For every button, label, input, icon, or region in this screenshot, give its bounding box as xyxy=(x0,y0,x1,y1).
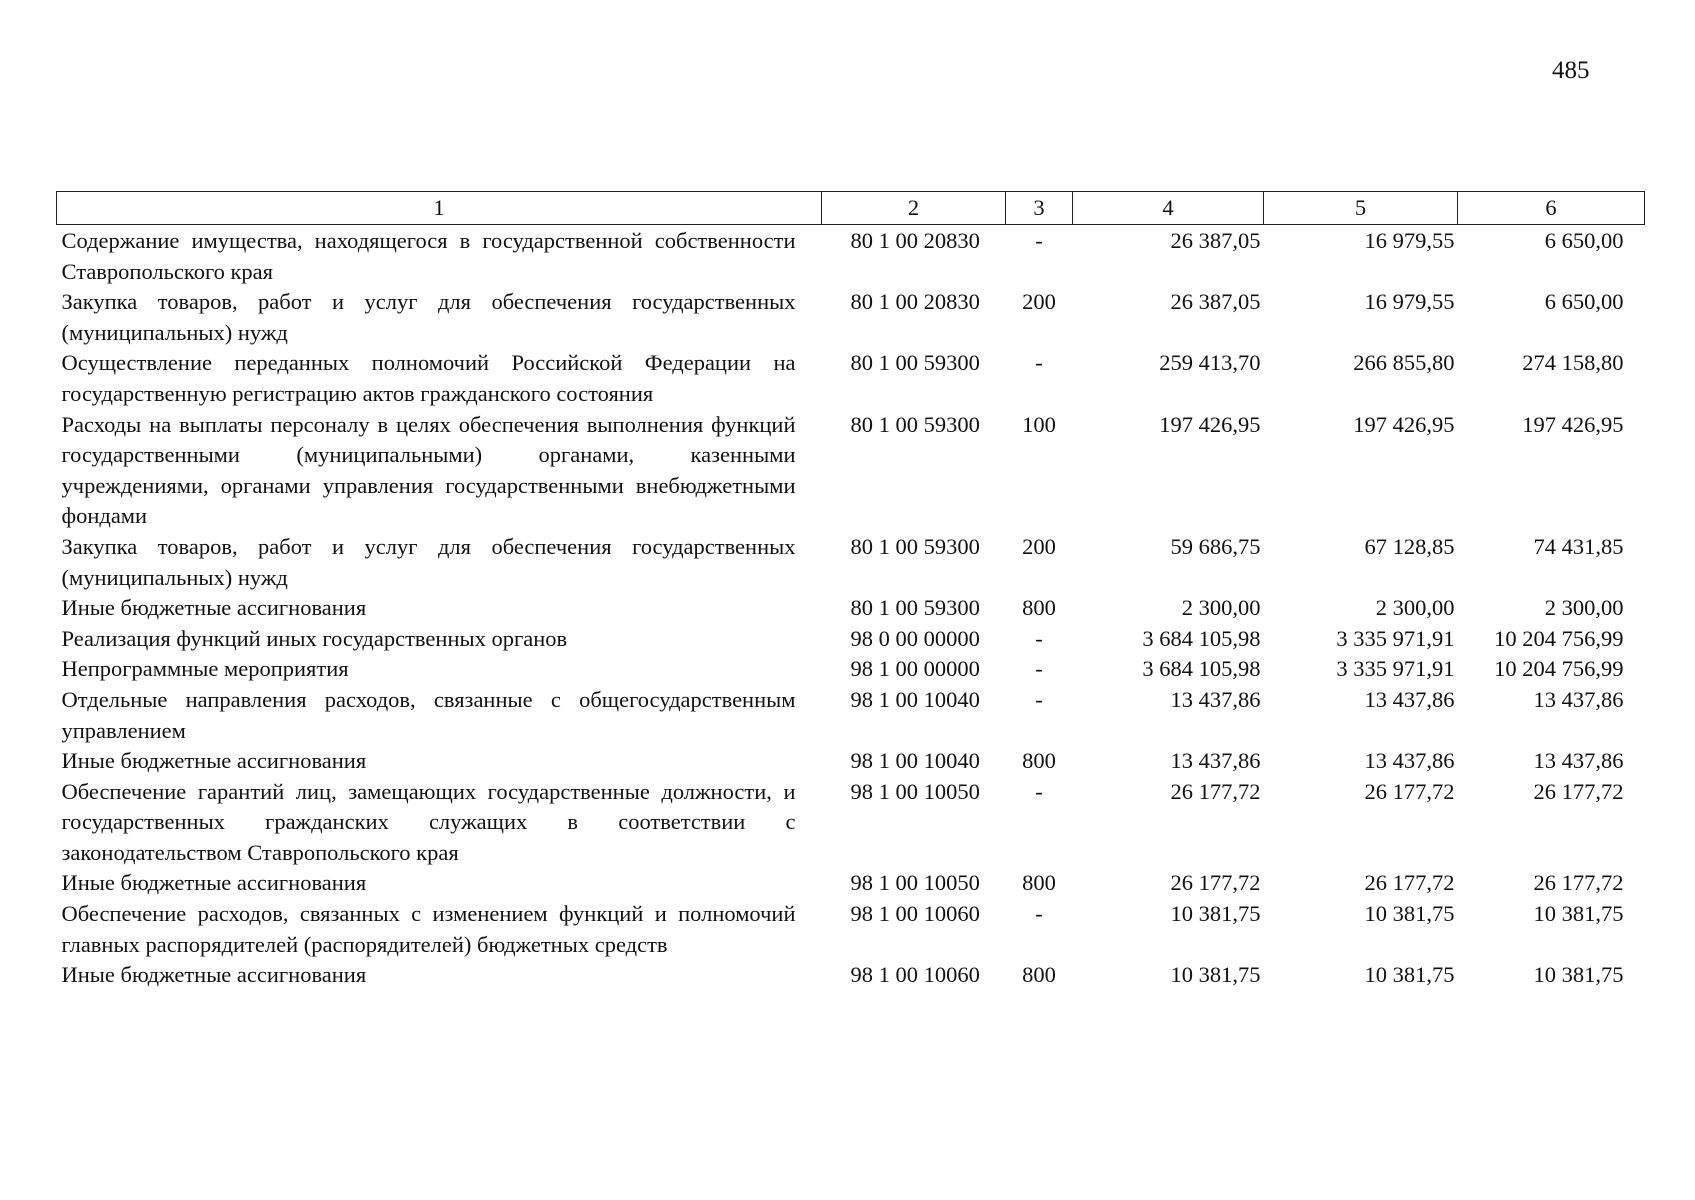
table-row xyxy=(57,746,1645,777)
row-code-cell: 80 1 00 59300 xyxy=(850,533,980,559)
row-amount-col5: 3 335 971,91 xyxy=(1336,625,1455,651)
table-row xyxy=(57,777,1645,869)
row-expense-type-cell: - xyxy=(1035,350,1043,376)
row-amount-col6: 74 431,85 xyxy=(1533,533,1624,559)
row-amount-col6: 10 381,75 xyxy=(1533,901,1624,927)
row-amount-col6: 10 381,75 xyxy=(1533,962,1624,988)
row-name-cell: Закупка товаров, работ и услуг для обеспечения государственных (муниципальных) нужд xyxy=(61,289,796,345)
row-amount-col5: 3 335 971,91 xyxy=(1336,656,1455,682)
row-name-cell: Непрограммные мероприятия xyxy=(61,656,349,682)
table-row xyxy=(57,348,1645,409)
row-expense-type-cell: - xyxy=(1035,656,1043,682)
row-code-cell: 80 1 00 20830 xyxy=(850,289,980,315)
row-expense-type-cell: 800 xyxy=(1022,870,1056,896)
table-row xyxy=(57,225,1645,288)
row-name-cell: Осуществление переданных полномочий Российской Федерации на государственную регистрацию актов гражданского состояния xyxy=(61,350,796,406)
row-amount-col6: 26 177,72 xyxy=(1533,778,1624,804)
row-expense-type-cell: 800 xyxy=(1022,595,1056,621)
row-name-cell: Отдельные направления расходов, связанные с общегосударственным управлением xyxy=(61,686,796,743)
row-name-cell: Обеспечение гарантий лиц, замещающих государственные должности, и государственных гражданских служащих в соответствии с законодательством Ставропольского края xyxy=(61,778,796,865)
row-amount-col6: 26 177,72 xyxy=(1533,870,1624,896)
row-name-cell: Иные бюджетные ассигнования xyxy=(61,748,367,774)
row-code-cell: 98 1 00 10050 xyxy=(850,778,980,804)
column-header-4: 4 xyxy=(1073,192,1264,225)
row-amount-col4: 26 387,05 xyxy=(1170,228,1261,253)
row-amount-col5: 26 177,72 xyxy=(1364,778,1455,804)
column-header-5: 5 xyxy=(1264,192,1458,225)
column-header-2: 2 xyxy=(822,192,1006,225)
row-expense-type-cell: 200 xyxy=(1022,289,1056,315)
row-amount-col5: 67 128,85 xyxy=(1364,533,1455,559)
table-body xyxy=(57,225,1645,991)
row-amount-col5: 197 426,95 xyxy=(1353,411,1455,437)
row-amount-col6: 10 204 756,99 xyxy=(1494,625,1624,651)
row-amount-col4: 259 413,70 xyxy=(1159,350,1261,376)
header-row xyxy=(57,192,1645,225)
row-code-cell: 98 1 00 00000 xyxy=(850,656,980,682)
row-name-cell: Иные бюджетные ассигнования xyxy=(61,962,367,988)
row-amount-col6: 13 437,86 xyxy=(1533,748,1624,774)
row-amount-col4: 3 684 105,98 xyxy=(1142,625,1261,651)
row-amount-col4: 10 381,75 xyxy=(1170,901,1261,927)
row-code-cell: 80 1 00 20830 xyxy=(850,228,980,253)
row-amount-col6: 6 650,00 xyxy=(1544,228,1624,253)
row-name-cell: Расходы на выплаты персоналу в целях обеспечения выполнения функций государственными (муниципальными) органами, казенными учреждениями, органами управления государственными внебюджетными фондами xyxy=(61,411,796,529)
row-expense-type-cell: - xyxy=(1035,228,1043,253)
row-name-cell: Иные бюджетные ассигнования xyxy=(61,870,367,896)
row-amount-col5: 10 381,75 xyxy=(1364,962,1455,988)
column-header-3: 3 xyxy=(1006,192,1073,225)
row-expense-type-cell: - xyxy=(1035,778,1043,804)
table-row xyxy=(57,624,1645,655)
row-expense-type-cell: 100 xyxy=(1022,411,1056,437)
table-row xyxy=(57,287,1645,348)
row-expense-type-cell: - xyxy=(1035,901,1043,927)
row-expense-type-cell: - xyxy=(1035,686,1043,712)
row-code-cell: 98 1 00 10060 xyxy=(850,962,980,988)
row-expense-type-cell: 800 xyxy=(1022,748,1056,774)
row-amount-col4: 26 177,72 xyxy=(1170,778,1261,804)
row-code-cell: 80 1 00 59300 xyxy=(850,350,980,376)
row-expense-type-cell: 200 xyxy=(1022,533,1056,559)
page-number: 485 xyxy=(1552,57,1590,84)
row-code-cell: 98 1 00 10040 xyxy=(850,748,980,774)
row-amount-col4: 26 177,72 xyxy=(1170,870,1261,896)
row-amount-col5: 16 979,55 xyxy=(1364,228,1455,253)
row-code-cell: 98 0 00 00000 xyxy=(850,625,980,651)
row-amount-col5: 26 177,72 xyxy=(1364,870,1455,896)
row-amount-col6: 197 426,95 xyxy=(1522,411,1624,437)
row-amount-col6: 6 650,00 xyxy=(1544,289,1624,315)
table-row xyxy=(57,685,1645,746)
table-row xyxy=(57,960,1645,991)
row-code-cell: 98 1 00 10050 xyxy=(850,870,980,896)
table-row xyxy=(57,654,1645,685)
row-amount-col5: 2 300,00 xyxy=(1375,595,1455,621)
row-expense-type-cell: - xyxy=(1035,625,1043,651)
table-row xyxy=(57,899,1645,960)
row-amount-col4: 13 437,86 xyxy=(1170,748,1261,774)
row-name-cell: Иные бюджетные ассигнования xyxy=(61,595,367,621)
row-amount-col5: 10 381,75 xyxy=(1364,901,1455,927)
row-amount-col5: 13 437,86 xyxy=(1364,748,1455,774)
row-amount-col5: 13 437,86 xyxy=(1364,686,1455,712)
table-row xyxy=(57,868,1645,899)
row-code-cell: 80 1 00 59300 xyxy=(850,595,980,621)
row-amount-col4: 2 300,00 xyxy=(1181,595,1261,621)
column-header-6: 6 xyxy=(1458,192,1645,225)
column-header-1: 1 xyxy=(57,192,822,225)
row-name-cell: Содержание имущества, находящегося в государственной собственности Ставропольского края xyxy=(61,228,796,284)
table-row xyxy=(57,593,1645,624)
row-amount-col6: 13 437,86 xyxy=(1533,686,1624,712)
table-row xyxy=(57,532,1645,593)
budget-table xyxy=(56,191,1645,991)
row-code-cell: 98 1 00 10040 xyxy=(850,686,980,712)
row-amount-col4: 197 426,95 xyxy=(1159,411,1261,437)
row-name-cell: Закупка товаров, работ и услуг для обеспечения государственных (муниципальных) нужд xyxy=(61,533,796,590)
row-amount-col6: 2 300,00 xyxy=(1544,595,1624,621)
table-row xyxy=(57,410,1645,532)
row-amount-col4: 3 684 105,98 xyxy=(1142,656,1261,682)
row-amount-col5: 266 855,80 xyxy=(1353,350,1455,376)
row-amount-col4: 26 387,05 xyxy=(1170,289,1261,315)
row-expense-type-cell: 800 xyxy=(1022,962,1056,988)
row-name-cell: Реализация функций иных государственных органов xyxy=(61,625,568,651)
row-amount-col4: 59 686,75 xyxy=(1170,533,1261,559)
row-amount-col6: 10 204 756,99 xyxy=(1494,656,1624,682)
table-header xyxy=(57,192,1645,225)
row-amount-col4: 10 381,75 xyxy=(1170,962,1261,988)
row-code-cell: 80 1 00 59300 xyxy=(850,411,980,437)
row-amount-col5: 16 979,55 xyxy=(1364,289,1455,315)
row-amount-col6: 274 158,80 xyxy=(1522,350,1624,376)
row-name-cell: Обеспечение расходов, связанных с изменением функций и полномочий главных распорядителей (распорядителей) бюджетных средств xyxy=(61,901,796,957)
row-amount-col4: 13 437,86 xyxy=(1170,686,1261,712)
row-code-cell: 98 1 00 10060 xyxy=(850,901,980,927)
